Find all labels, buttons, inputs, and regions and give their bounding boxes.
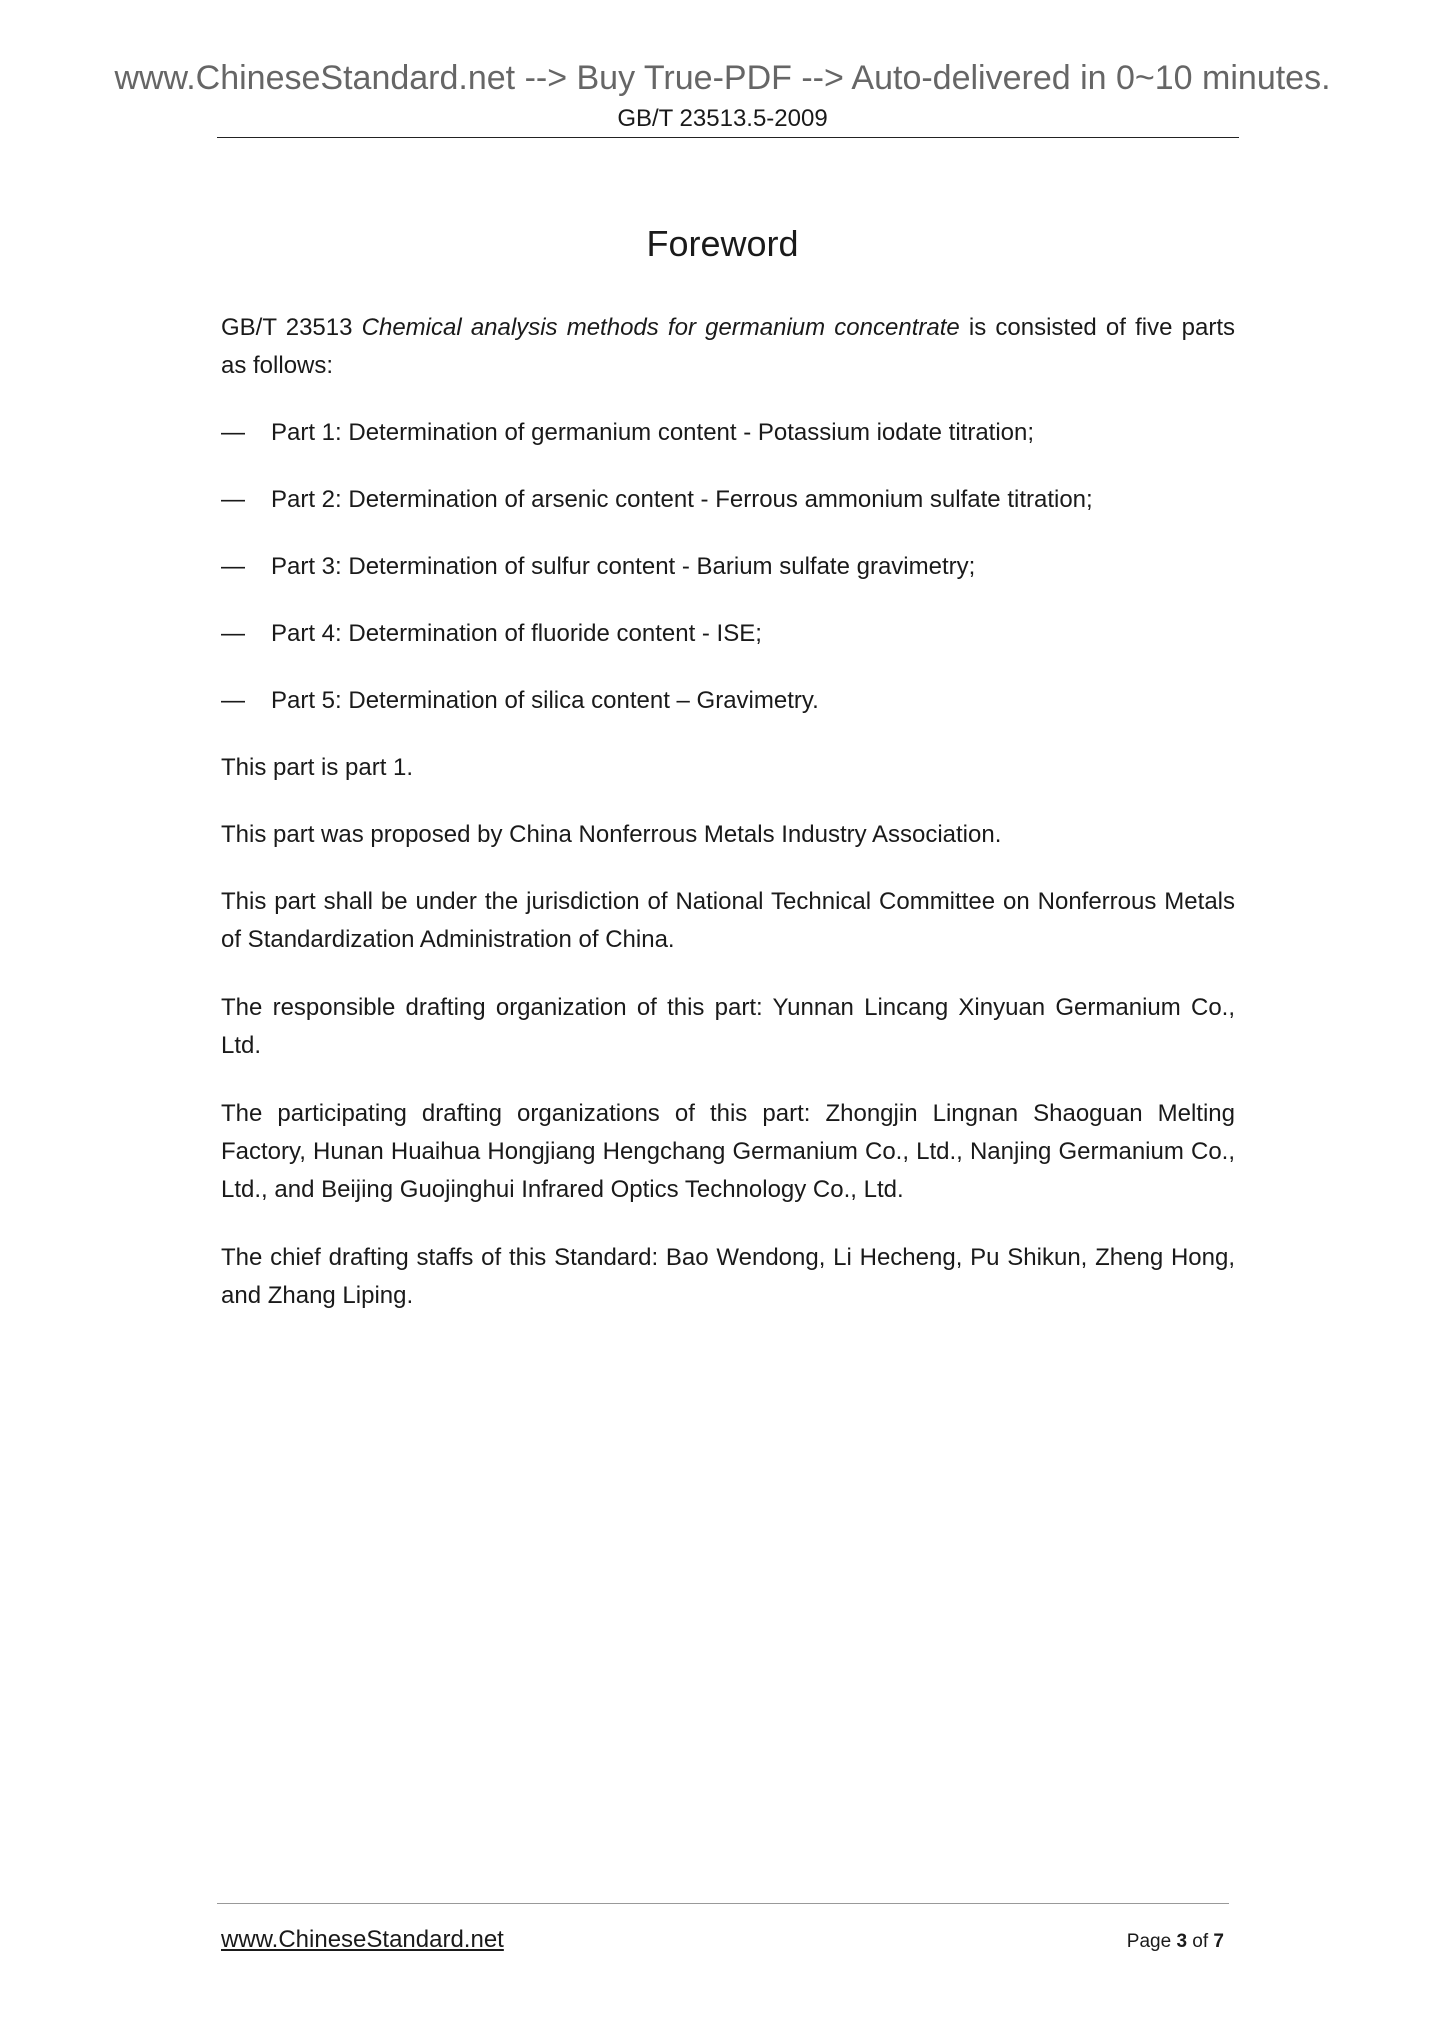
- footer-divider: [217, 1903, 1229, 1904]
- paragraph: The responsible drafting organization of this part: Yunnan Lincang Xinyuan Germanium Co., Ltd.: [221, 994, 1235, 1059]
- list-item-text: Part 2: Determination of arsenic content - Ferrous ammonium sulfate titration;: [271, 486, 1093, 513]
- page-number: [1127, 1929, 1224, 1955]
- list-item: [221, 414, 1235, 452]
- intro-suffix: is consisted of five parts as follows:: [221, 314, 1235, 379]
- list-item: [221, 481, 1235, 519]
- list-item: [221, 615, 1235, 653]
- page-of: of: [1187, 1931, 1214, 1952]
- paragraph: The participating drafting organizations of this part: Zhongjin Lingnan Shaoguan Melting Factory, Hunan Huaihua Hongjiang Hengchang Germanium Co., Ltd., Nanjing Germanium Co., Ltd., and Beijing Guojinghui Infrared Optics Technology Co., Ltd.: [221, 1100, 1235, 1203]
- em-dash: —: [221, 419, 245, 446]
- list-item-text: Part 1: Determination of germanium content - Potassium iodate titration;: [271, 419, 1035, 446]
- page-title: Foreword: [646, 223, 799, 264]
- standard-code: GB/T 23513.5-2009: [617, 105, 828, 132]
- page-current: 3: [1176, 1931, 1188, 1952]
- standard-title: Chemical analysis methods for germanium concentrate: [361, 314, 960, 341]
- paragraph: The chief drafting staffs of this Standard: Bao Wendong, Li Hecheng, Pu Shikun, Zheng Hong, and Zhang Liping.: [221, 1244, 1235, 1309]
- top-banner[interactable]: www.ChineseStandard.net --> Buy True-PDF --> Auto-delivered in 0~10 minutes.: [114, 59, 1331, 97]
- list-item-text: Part 4: Determination of fluoride content - ISE;: [271, 620, 762, 647]
- em-dash: —: [221, 553, 245, 580]
- paragraph: This part was proposed by China Nonferrous Metals Industry Association.: [221, 821, 1002, 848]
- list-item: [221, 548, 1235, 586]
- em-dash: —: [221, 687, 245, 714]
- paragraph: This part is part 1.: [221, 754, 414, 781]
- intro-paragraph: [221, 309, 1235, 385]
- intro-prefix: GB/T 23513: [221, 314, 362, 341]
- page-prefix: Page: [1126, 1931, 1177, 1952]
- em-dash: —: [221, 486, 245, 513]
- list-item-text: Part 3: Determination of sulfur content - Barium sulfate gravimetry;: [271, 553, 976, 580]
- list-item-text: Part 5: Determination of silica content – Gravimetry.: [271, 687, 819, 714]
- footer-site-link[interactable]: www.ChineseStandard.net: [221, 1926, 504, 1953]
- page-total: 7: [1213, 1931, 1224, 1952]
- em-dash: —: [221, 620, 245, 647]
- header-divider: [217, 137, 1239, 138]
- paragraph: This part shall be under the jurisdiction of National Technical Committee on Nonferrous Metals of Standardization Administration of China.: [221, 888, 1235, 953]
- list-item: [221, 682, 1235, 720]
